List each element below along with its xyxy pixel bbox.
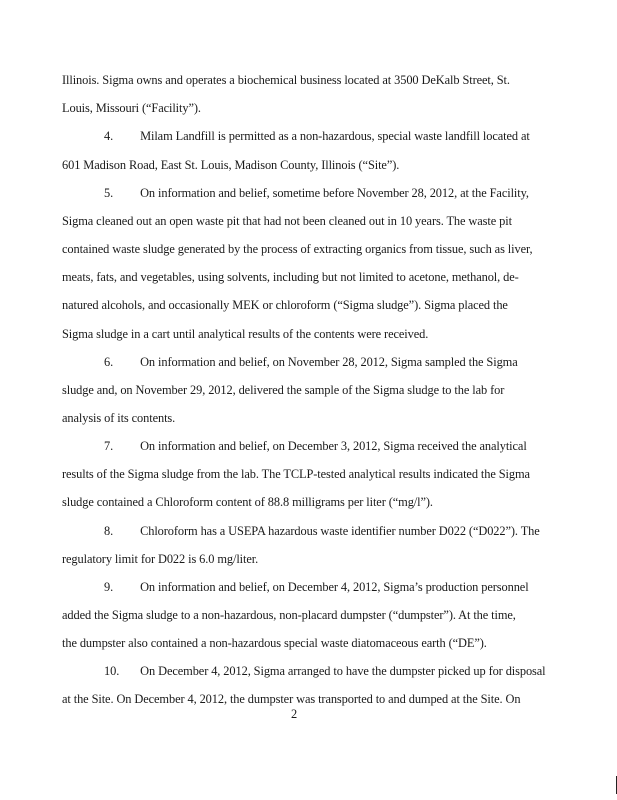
page-number: 2 xyxy=(291,707,298,721)
paragraph-4-start: 4. Milam Landfill is permitted as a non-hazardous, special waste landfill located at xyxy=(104,129,530,143)
text-line: added the Sigma sludge to a non-hazardous, non-placard dumpster (“dumpster”). At the time, xyxy=(62,608,516,622)
paragraph-8-start: 8. Chloroform has a USEPA hazardous waste identifier number D022 (“D022”). The xyxy=(104,524,540,538)
text-line: Illinois. Sigma owns and operates a biochemical business located at 3500 DeKalb Street, St. xyxy=(62,73,510,87)
paragraph-5-start: 5. On information and belief, sometime before November 28, 2012, at the Facility, xyxy=(104,186,529,200)
text-line: Sigma cleaned out an open waste pit that had not been cleaned out in 10 years. The waste pit xyxy=(62,214,512,228)
text-line: the dumpster also contained a non-hazardous special waste diatomaceous earth (“DE”). xyxy=(62,636,487,650)
text-line: results of the Sigma sludge from the lab. The TCLP-tested analytical results indicated the Sigma xyxy=(62,467,530,481)
text-line: Sigma sludge in a cart until analytical results of the contents were received. xyxy=(62,327,429,341)
text-line: sludge contained a Chloroform content of 88.8 milligrams per liter (“mg/l”). xyxy=(62,495,433,509)
text-line: sludge and, on November 29, 2012, delivered the sample of the Sigma sludge to the lab for xyxy=(62,383,505,397)
text-line: natured alcohols, and occasionally MEK or chloroform (“Sigma sludge”). Sigma placed the xyxy=(62,298,508,312)
text-line: meats, fats, and vegetables, using solvents, including but not limited to acetone, methanol, de- xyxy=(62,270,519,284)
text-line: Louis, Missouri (“Facility”). xyxy=(62,101,201,115)
text-line: 601 Madison Road, East St. Louis, Madison County, Illinois (“Site”). xyxy=(62,158,400,172)
paragraph-9-start: 9. On information and belief, on December 4, 2012, Sigma’s production personnel xyxy=(104,580,529,594)
text-line: regulatory limit for D022 is 6.0 mg/liter. xyxy=(62,552,259,566)
paragraph-7-start: 7. On information and belief, on December 3, 2012, Sigma received the analytical xyxy=(104,439,527,453)
text-line: contained waste sludge generated by the process of extracting organics from tissue, such as liver, xyxy=(62,242,533,256)
text-line: analysis of its contents. xyxy=(62,411,176,425)
paragraph-6-start: 6. On information and belief, on November 28, 2012, Sigma sampled the Sigma xyxy=(104,355,518,369)
text-line: at the Site. On December 4, 2012, the dumpster was transported to and dumped at the Site. On xyxy=(62,692,521,706)
paragraph-10-start: 10. On December 4, 2012, Sigma arranged to have the dumpster picked up for disposal xyxy=(104,664,546,678)
